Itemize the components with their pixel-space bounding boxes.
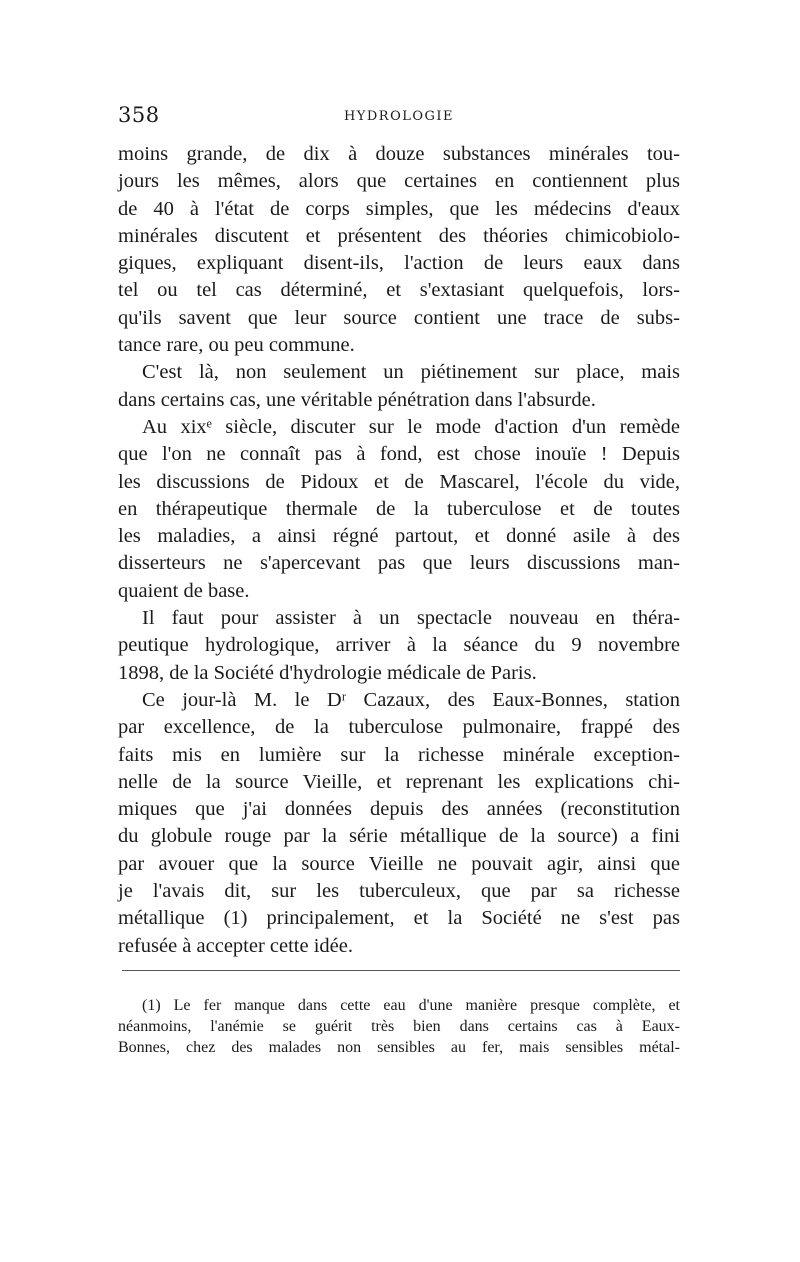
text-line: en thérapeutique thermale de la tuberculose et de toutes bbox=[118, 497, 680, 520]
footnote-line: néanmoins, l'anémie se guérit très bien dans certains cas à Eaux- bbox=[118, 1018, 680, 1035]
footnote-line: (1) Le fer manque dans cette eau d'une manière presque complète, et bbox=[142, 997, 680, 1014]
running-title: HYDROLOGIE bbox=[343, 109, 455, 124]
text-line: Ce jour-là M. le Dʳ Cazaux, des Eaux-Bonnes, station bbox=[142, 688, 680, 711]
text-line: par avouer que la source Vieille ne pouvait agir, ainsi que bbox=[118, 852, 680, 875]
text-line: dans certains cas, une véritable pénétration dans l'absurde. bbox=[118, 388, 596, 411]
running-header bbox=[118, 103, 680, 131]
footnote-line: Bonnes, chez des malades non sensibles au fer, mais sensibles métal- bbox=[118, 1039, 680, 1056]
text-line: refusée à accepter cette idée. bbox=[118, 934, 353, 957]
text-line: quaient de base. bbox=[118, 579, 250, 602]
text-line: métallique (1) principalement, et la Société ne s'est pas bbox=[118, 907, 680, 930]
text-line: C'est là, non seulement un piétinement sur place, mais bbox=[142, 361, 680, 384]
text-line: 1898, de la Société d'hydrologie médicale de Paris. bbox=[118, 661, 537, 684]
text-line: miques que j'ai données depuis des années (reconstitution bbox=[118, 798, 680, 821]
text-line: les discussions de Pidoux et de Mascarel, l'école du vide, bbox=[118, 470, 680, 493]
footnote bbox=[118, 995, 680, 1058]
text-line: disserteurs ne s'apercevant pas que leurs discussions man- bbox=[118, 552, 680, 575]
text-line: Il faut pour assister à un spectacle nouveau en théra- bbox=[142, 607, 680, 630]
text-line: les maladies, a ainsi régné partout, et donné asile à des bbox=[118, 525, 680, 548]
text-line: peutique hydrologique, arriver à la séance du 9 novembre bbox=[118, 634, 680, 657]
text-line: tel ou tel cas déterminé, et s'extasiant quelquefois, lors- bbox=[118, 279, 680, 302]
page-number: 358 bbox=[118, 103, 160, 127]
text-line: tance rare, ou peu commune. bbox=[118, 334, 355, 357]
text-line: Au xixᵉ siècle, discuter sur le mode d'action d'un remède bbox=[142, 415, 680, 438]
text-line: par excellence, de la tuberculose pulmonaire, frappé des bbox=[118, 716, 680, 739]
text-line: jours les mêmes, alors que certaines en contiennent plus bbox=[118, 170, 680, 193]
text-line: je l'avais dit, sur les tuberculeux, que par sa richesse bbox=[118, 880, 680, 903]
footnote-divider bbox=[122, 970, 680, 971]
text-line: minérales discutent et présentent des théories chimicobiolo- bbox=[118, 224, 680, 247]
text-line: giques, expliquant disent-ils, l'action de leurs eaux dans bbox=[118, 252, 680, 275]
text-line: que l'on ne connaît pas à fond, est chose inouïe ! Depuis bbox=[118, 443, 680, 466]
text-line: qu'ils savent que leur source contient une trace de subs- bbox=[118, 306, 680, 329]
text-line: moins grande, de dix à douze substances minérales tou- bbox=[118, 143, 680, 165]
main-text bbox=[118, 141, 680, 960]
text-line: de 40 à l'état de corps simples, que les médecins d'eaux bbox=[118, 197, 680, 220]
text-line: faits mis en lumière sur la richesse minérale exception- bbox=[118, 743, 680, 766]
text-line: du globule rouge par la série métallique de la source) a fini bbox=[118, 825, 680, 848]
text-line: nelle de la source Vieille, et reprenant les explications chi- bbox=[118, 770, 680, 793]
